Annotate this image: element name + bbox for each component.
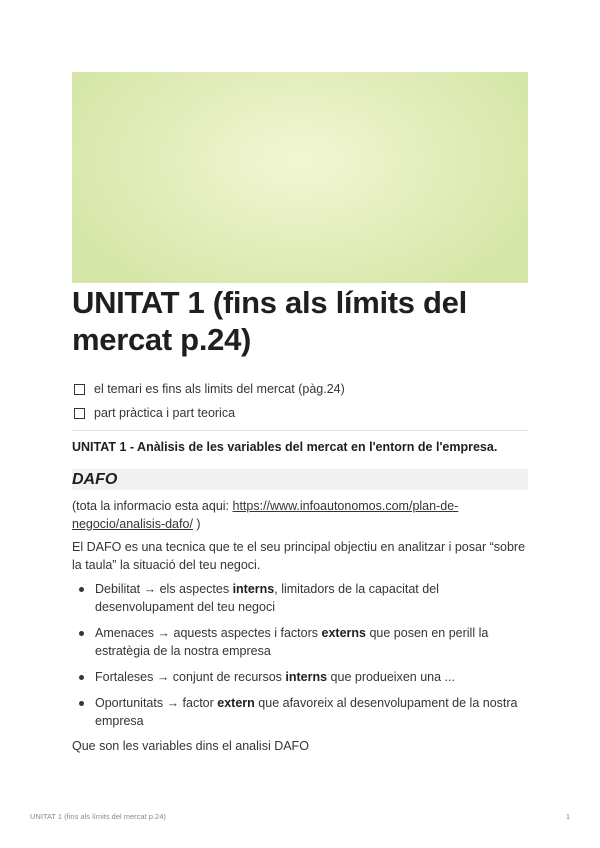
list-item (72, 580, 528, 616)
dafo-list (72, 580, 528, 738)
bullet-text: Oportunitats → factor (95, 696, 218, 710)
page-title: UNITAT 1 (fins als límits del mercat p.24) (72, 285, 467, 357)
list-item (72, 624, 528, 660)
list-item (72, 694, 528, 730)
source-suffix: ) (192, 517, 201, 531)
bullet-bold: interns (232, 582, 275, 596)
bullet-text: que afavoreix al desenvolupament de la nostra empresa (95, 696, 518, 728)
todo-label: el temari es fins als limits del mercat (pàg.24) (94, 382, 345, 396)
bullet-text: Debilitat → els aspectes (95, 582, 233, 596)
bullet-text: que produeixen una ... (327, 670, 455, 684)
cover-image (72, 72, 528, 283)
footer-title: UNITAT 1 (fins als límits del mercat p.24) (30, 812, 166, 821)
bullet-text: , limitadors de la capacitat del desenvolupament del teu negoci (95, 582, 439, 614)
bullet-text: que posen en perill la estratègia de la nostra empresa (95, 626, 489, 658)
closing-paragraph: Que son les variables dins el analisi DAFO (72, 739, 309, 753)
todo-item[interactable] (74, 382, 345, 396)
unit-subtitle: UNITAT 1 - Anàlisis de les variables del mercat en l'entorn de l'empresa. (72, 440, 498, 454)
source-prefix: (tota la informacio esta aqui: (72, 499, 233, 513)
todo-item[interactable] (74, 406, 235, 420)
intro-paragraph: El DAFO es una tecnica que te el seu principal objectiu en analitzar i posar “sobre la taula” la situació del teu negoci. (72, 540, 526, 572)
checkbox[interactable] (74, 384, 85, 395)
section-heading-dafo: DAFO (72, 469, 528, 490)
checkbox[interactable] (74, 408, 85, 419)
list-item (72, 668, 528, 686)
bullet-text: Fortaleses → conjunt de recursos (95, 670, 286, 684)
bullet-text: Amenaces → aquests aspectes i factors (95, 626, 322, 640)
page-number: 1 (565, 812, 570, 821)
bullet-bold: interns (285, 670, 328, 684)
source-link[interactable]: https://www.infoautonomos.com/plan-de-negocio/analisis-dafo/ (72, 499, 459, 531)
source-paragraph (72, 497, 528, 533)
todo-label: part pràctica i part teorica (94, 406, 236, 420)
divider (72, 430, 528, 431)
bullet-bold: externs (321, 626, 366, 640)
bullet-bold: extern (217, 696, 255, 710)
